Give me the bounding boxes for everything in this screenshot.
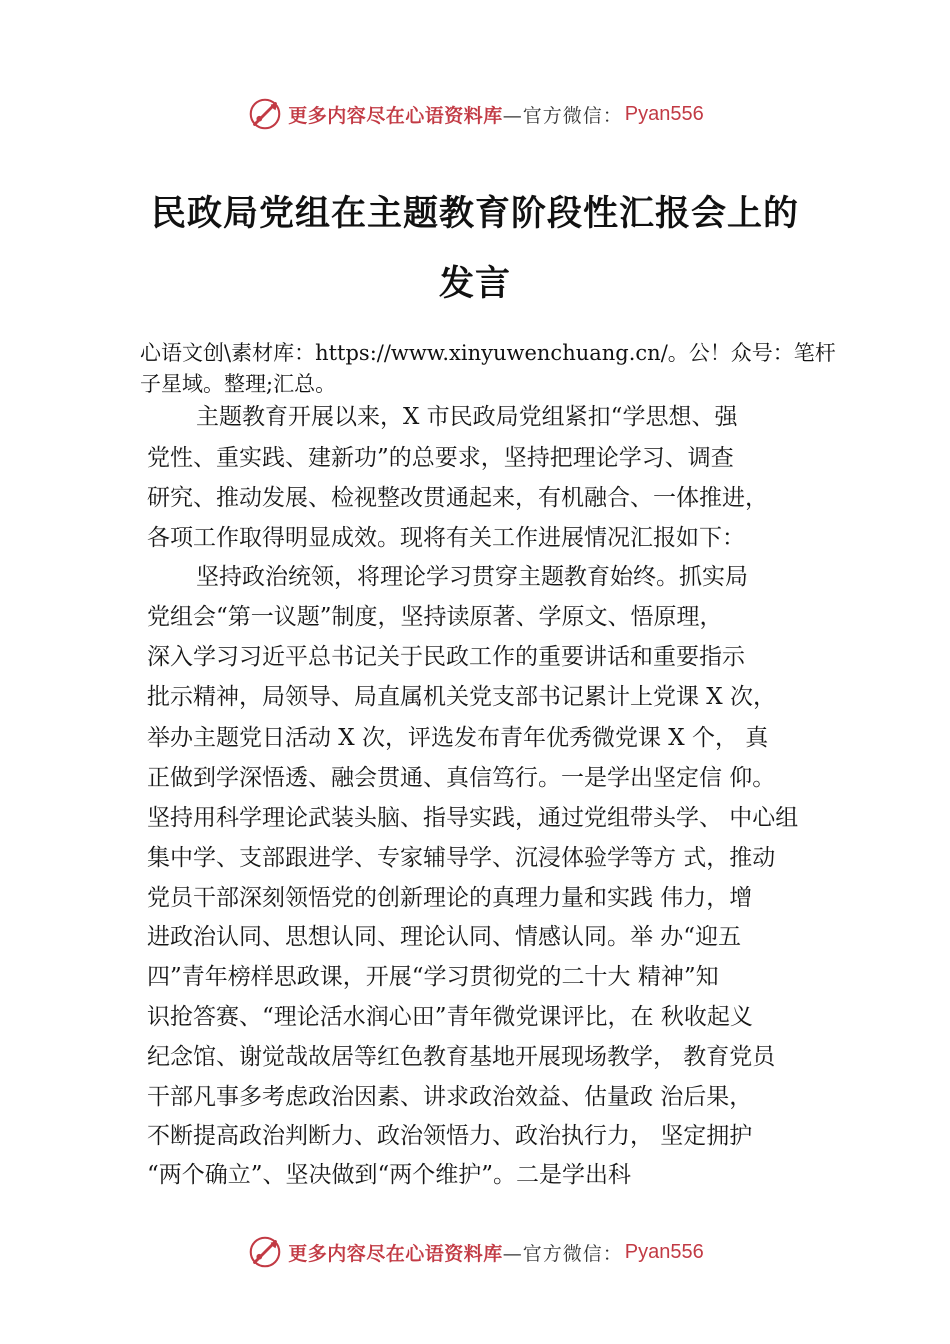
body-line: 坚持用科学理论武装头脑、指导实践，通过党组带头学、 中心组	[147, 805, 799, 831]
body-line: 识抢答赛、“理论活水润心田”青年微党课评比，在 秋收起义	[147, 1004, 753, 1030]
body-line: 党组会“第一议题”制度，坚持读原著、学原文、悟原理，	[147, 604, 723, 630]
watermark-official-label: —官方微信：	[502, 104, 623, 127]
body-line: 举办主题党日活动 X 次，评选发布青年优秀微党课 X 个， 真	[147, 725, 769, 751]
watermark-account: Pyan556	[624, 102, 704, 125]
body-line: 纪念馆、谢觉哉故居等红色教育基地开展现场教学， 教育党员	[147, 1044, 776, 1070]
body-line: 主题教育开展以来，X 市民政局党组紧扣“学思想、强	[196, 404, 738, 430]
watermark-brand: 更多内容尽在心语资料库	[288, 104, 503, 127]
document-title-line-1: 民政局党组在主题教育阶段性汇报会上的	[150, 193, 799, 234]
quill-logo-icon	[246, 95, 284, 133]
quill-logo-icon	[246, 1233, 284, 1271]
body-line: “两个确立”、坚决做到“两个维护”。二是学出科	[147, 1162, 632, 1188]
body-line: 四”青年榜样思政课，开展“学习贯彻党的二十大 精神”知	[147, 964, 719, 990]
watermark-brand: 更多内容尽在心语资料库	[288, 1242, 503, 1265]
body-line: 各项工作取得明显成效。现将有关工作进展情况汇报如下：	[147, 525, 745, 551]
body-line: 不断提高政治判断力、政治领悟力、政治执行力， 坚定拥护	[147, 1123, 753, 1149]
body-line: 深入学习习近平总书记关于民政工作的重要讲话和重要指示	[147, 644, 745, 670]
body-line: 党员干部深刻领悟党的创新理论的真理力量和实践 伟力，增	[147, 885, 753, 911]
watermark-account: Pyan556	[624, 1240, 704, 1263]
body-line: 干部凡事多考虑政治因素、讲求政治效益、估量政 治后果，	[147, 1084, 753, 1110]
body-line: 进政治认同、思想认同、理论认同、情感认同。举 办“迎五	[147, 924, 742, 950]
body-line: 批示精神，局领导、局直属机关党支部书记累计上党课 X 次，	[147, 684, 776, 710]
document-title-line-2: 发言	[438, 263, 511, 304]
body-line: 集中学、支部跟进学、专家辅导学、沉浸体验学等方 式，推动	[147, 845, 776, 871]
body-line: 研究、推动发展、检视整改贯通起来，有机融合、一体推进，	[147, 485, 768, 511]
body-line: 党性、重实践、建新功”的总要求，坚持把理论学习、调查	[147, 445, 734, 471]
footer-watermark	[0, 1230, 950, 1274]
header-watermark	[0, 92, 950, 136]
body-line: 正做到学深悟透、融会贯通、真信笃行。一是学出坚定信 仰。	[147, 765, 776, 791]
source-note: 心语文创\素材库：https://www.xinyuwenchuang.cn/。公！众号：笔杆子星域。整理;汇总。	[140, 341, 836, 396]
body-line: 坚持政治统领，将理论学习贯穿主题教育始终。抓实局	[196, 564, 748, 590]
watermark-official-label: —官方微信：	[502, 1242, 623, 1265]
